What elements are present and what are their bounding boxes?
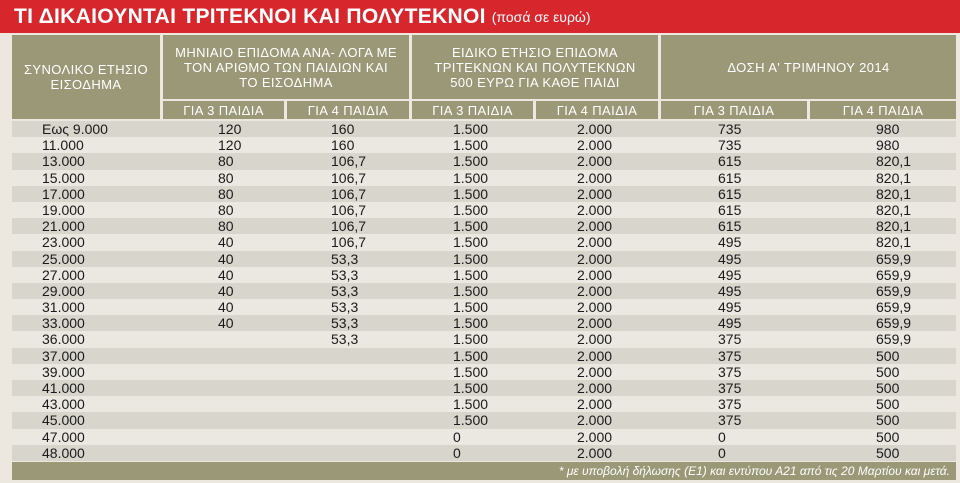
cell-special-3: 1.500: [453, 412, 489, 429]
subheader-monthly-4: ΓΙΑ 4 ΠΑΙΔΙΑ: [287, 101, 409, 119]
cell-special-4: 2.000: [577, 153, 613, 170]
cell-income: 11.000: [42, 137, 84, 154]
table-row: [12, 348, 956, 364]
cell-income: 29.000: [42, 282, 85, 299]
cell-monthly-4: 160: [331, 121, 355, 137]
cell-dose-4: 500: [876, 444, 900, 461]
cell-special-3: 1.500: [453, 169, 489, 186]
table-row: [12, 315, 956, 331]
cell-monthly-4: 53,3: [331, 266, 359, 283]
cell-dose-3: 495: [718, 299, 742, 316]
cell-special-4: 2.000: [577, 444, 613, 461]
cell-dose-4: 659,9: [876, 266, 912, 283]
cell-monthly-3: 40: [218, 299, 234, 316]
cell-special-3: 1.500: [453, 137, 489, 154]
cell-income: 13.000: [42, 153, 85, 170]
cell-income: 31.000: [42, 299, 85, 316]
subheader-special-4: ΓΙΑ 4 ΠΑΙΔΙΑ: [536, 101, 658, 119]
cell-monthly-4: 106,7: [331, 234, 367, 251]
cell-monthly-4: 53,3: [331, 282, 359, 299]
cell-monthly-3: 80: [218, 169, 234, 186]
cell-dose-4: 659,9: [876, 282, 912, 299]
cell-monthly-4: 106,7: [331, 185, 367, 202]
cell-dose-3: 0: [718, 444, 726, 461]
cell-monthly-3: 40: [218, 282, 234, 299]
cell-monthly-3: 120: [218, 137, 242, 154]
cell-dose-4: 659,9: [876, 315, 912, 332]
cell-special-3: 1.500: [453, 153, 489, 170]
cell-dose-4: 659,9: [876, 331, 912, 348]
cell-special-3: 1.500: [453, 121, 489, 137]
cell-dose-3: 495: [718, 282, 742, 299]
cell-special-3: 1.500: [453, 201, 489, 218]
cell-monthly-3: 80: [218, 153, 234, 170]
cell-special-3: 1.500: [453, 234, 489, 251]
table-row: [12, 234, 956, 250]
table-row: [12, 380, 956, 396]
cell-special-4: 2.000: [577, 315, 613, 332]
cell-dose-3: 375: [718, 331, 742, 348]
cell-monthly-3: 40: [218, 234, 234, 251]
cell-monthly-4: 160: [331, 137, 355, 154]
cell-dose-4: 500: [876, 428, 900, 445]
table-row: [12, 202, 956, 218]
cell-special-4: 2.000: [577, 347, 613, 364]
table-row: [12, 121, 956, 137]
cell-special-4: 2.000: [577, 218, 613, 235]
cell-dose-4: 500: [876, 396, 900, 413]
cell-special-3: 1.500: [453, 282, 489, 299]
header-first-quarter-dose: ΔΟΣΗ Α' ΤΡΙΜΗΝΟΥ 2014: [661, 35, 956, 99]
cell-dose-3: 495: [718, 234, 742, 251]
cell-dose-3: 615: [718, 169, 742, 186]
cell-special-4: 2.000: [577, 185, 613, 202]
cell-special-4: 2.000: [577, 396, 613, 413]
table-row: [12, 364, 956, 380]
cell-special-4: 2.000: [577, 363, 613, 380]
subheader-dose-4: ΓΙΑ 4 ΠΑΙΔΙΑ: [810, 101, 956, 119]
cell-special-3: 1.500: [453, 218, 489, 235]
table-row: [12, 396, 956, 412]
table-row: [12, 153, 956, 169]
cell-special-3: 1.500: [453, 380, 489, 396]
cell-dose-3: 375: [718, 380, 742, 396]
subheader-dose-3: ΓΙΑ 3 ΠΑΙΔΙΑ: [661, 101, 807, 119]
cell-monthly-3: 120: [218, 121, 242, 137]
cell-special-3: 1.500: [453, 299, 489, 316]
cell-special-4: 2.000: [577, 380, 613, 396]
cell-income: 41.000: [42, 380, 85, 396]
cell-special-3: 1.500: [453, 396, 489, 413]
header-income: ΣΥΝΟΛΙΚΟ ΕΤΗΣΙΟ ΕΙΣΟΔΗΜΑ: [12, 35, 160, 119]
cell-income: Εως 9.000: [42, 121, 108, 137]
cell-dose-3: 495: [718, 315, 742, 332]
cell-dose-3: 495: [718, 266, 742, 283]
table-row: [12, 412, 956, 428]
cell-dose-3: 375: [718, 347, 742, 364]
cell-income: 15.000: [42, 169, 85, 186]
cell-dose-3: 615: [718, 185, 742, 202]
table-row: [12, 283, 956, 299]
cell-dose-4: 500: [876, 347, 900, 364]
cell-income: 17.000: [42, 185, 85, 202]
cell-income: 23.000: [42, 234, 85, 251]
cell-special-4: 2.000: [577, 331, 613, 348]
cell-special-3: 1.500: [453, 363, 489, 380]
cell-dose-4: 820,1: [876, 153, 912, 170]
table-row: [12, 186, 956, 202]
cell-special-3: 1.500: [453, 266, 489, 283]
table-row: [12, 331, 956, 347]
cell-monthly-4: 106,7: [331, 218, 367, 235]
cell-income: 37.000: [42, 347, 85, 364]
cell-monthly-4: 53,3: [331, 250, 359, 267]
cell-dose-4: 980: [876, 121, 900, 137]
table-row: [12, 445, 956, 461]
cell-dose-4: 500: [876, 380, 900, 396]
cell-special-3: 0: [453, 428, 461, 445]
cell-monthly-4: 53,3: [331, 299, 359, 316]
cell-income: 25.000: [42, 250, 85, 267]
table-row: [12, 137, 956, 153]
cell-dose-3: 375: [718, 363, 742, 380]
cell-dose-4: 980: [876, 137, 900, 154]
cell-special-3: 1.500: [453, 331, 489, 348]
cell-income: 33.000: [42, 315, 85, 332]
cell-special-4: 2.000: [577, 412, 613, 429]
table-row: [12, 299, 956, 315]
header-monthly-allowance: ΜΗΝΙΑΙΟ ΕΠΙΔΟΜΑ ΑΝΑ- ΛΟΓΑ ΜΕ ΤΟΝ ΑΡΙΘΜΟ ΤΩΝ ΠΑΙΔΙΩΝ ΚΑΙ ΤΟ ΕΙΣΟΔΗΜΑ: [163, 35, 409, 99]
table-title: ΤΙ ΔΙΚΑΙΟΥΝΤΑΙ ΤΡΙΤΕΚΝΟΙ ΚΑΙ ΠΟΛΥΤΕΚΝΟΙ: [14, 4, 486, 28]
footnote: * με υποβολή δήλωσης (Ε1) και εντύπου Α21 από τις 20 Μαρτίου και μετά.: [12, 462, 956, 480]
cell-special-4: 2.000: [577, 428, 613, 445]
cell-dose-4: 820,1: [876, 218, 912, 235]
cell-special-3: 1.500: [453, 315, 489, 332]
cell-income: 47.000: [42, 428, 85, 445]
table-row: [12, 251, 956, 267]
cell-dose-4: 820,1: [876, 185, 912, 202]
cell-income: 19.000: [42, 201, 85, 218]
cell-monthly-4: 53,3: [331, 331, 359, 348]
cell-special-4: 2.000: [577, 121, 613, 137]
cell-dose-3: 0: [718, 428, 726, 445]
cell-special-3: 1.500: [453, 347, 489, 364]
cell-dose-3: 495: [718, 250, 742, 267]
cell-special-4: 2.000: [577, 169, 613, 186]
cell-monthly-3: 40: [218, 250, 234, 267]
cell-dose-3: 375: [718, 396, 742, 413]
table-row: [12, 170, 956, 186]
cell-dose-3: 615: [718, 218, 742, 235]
cell-dose-4: 820,1: [876, 169, 912, 186]
cell-dose-4: 659,9: [876, 250, 912, 267]
cell-dose-3: 735: [718, 121, 742, 137]
cell-monthly-4: 53,3: [331, 315, 359, 332]
cell-income: 45.000: [42, 412, 85, 429]
cell-dose-3: 615: [718, 201, 742, 218]
cell-monthly-3: 80: [218, 201, 234, 218]
table-body: [12, 121, 956, 461]
cell-special-4: 2.000: [577, 282, 613, 299]
cell-income: 39.000: [42, 363, 85, 380]
cell-dose-4: 820,1: [876, 201, 912, 218]
cell-monthly-3: 40: [218, 266, 234, 283]
cell-dose-4: 659,9: [876, 299, 912, 316]
cell-dose-4: 820,1: [876, 234, 912, 251]
title-bar: [0, 0, 960, 33]
cell-dose-4: 500: [876, 412, 900, 429]
cell-dose-4: 500: [876, 363, 900, 380]
cell-income: 43.000: [42, 396, 85, 413]
cell-monthly-4: 106,7: [331, 169, 367, 186]
subheader-special-3: ΓΙΑ 3 ΠΑΙΔΙΑ: [412, 101, 533, 119]
subheader-monthly-3: ΓΙΑ 3 ΠΑΙΔΙΑ: [163, 101, 284, 119]
table-subtitle: (ποσά σε ευρώ): [491, 8, 591, 25]
cell-special-3: 1.500: [453, 250, 489, 267]
table-row: [12, 429, 956, 445]
cell-special-4: 2.000: [577, 299, 613, 316]
cell-dose-3: 615: [718, 153, 742, 170]
cell-income: 48.000: [42, 444, 85, 461]
cell-monthly-3: 40: [218, 315, 234, 332]
cell-special-4: 2.000: [577, 266, 613, 283]
cell-income: 21.000: [42, 218, 85, 235]
cell-monthly-4: 106,7: [331, 153, 367, 170]
cell-dose-3: 735: [718, 137, 742, 154]
table-row: [12, 218, 956, 234]
cell-monthly-3: 80: [218, 185, 234, 202]
table-row: [12, 267, 956, 283]
cell-special-3: 1.500: [453, 185, 489, 202]
cell-special-4: 2.000: [577, 137, 613, 154]
cell-income: 27.000: [42, 266, 85, 283]
cell-monthly-3: 80: [218, 218, 234, 235]
header-special-allowance: ΕΙΔΙΚΟ ΕΤΗΣΙΟ ΕΠΙΔΟΜΑ ΤΡΙΤΕΚΝΩΝ ΚΑΙ ΠΟΛΥΤΕΚΝΩΝ 500 ΕΥΡΩ ΓΙΑ ΚΑΘΕ ΠΑΙΔΙ: [412, 35, 658, 99]
cell-special-3: 0: [453, 444, 461, 461]
cell-special-4: 2.000: [577, 250, 613, 267]
cell-special-4: 2.000: [577, 234, 613, 251]
cell-income: 36.000: [42, 331, 85, 348]
cell-dose-3: 375: [718, 412, 742, 429]
cell-monthly-4: 106,7: [331, 201, 367, 218]
cell-special-4: 2.000: [577, 201, 613, 218]
